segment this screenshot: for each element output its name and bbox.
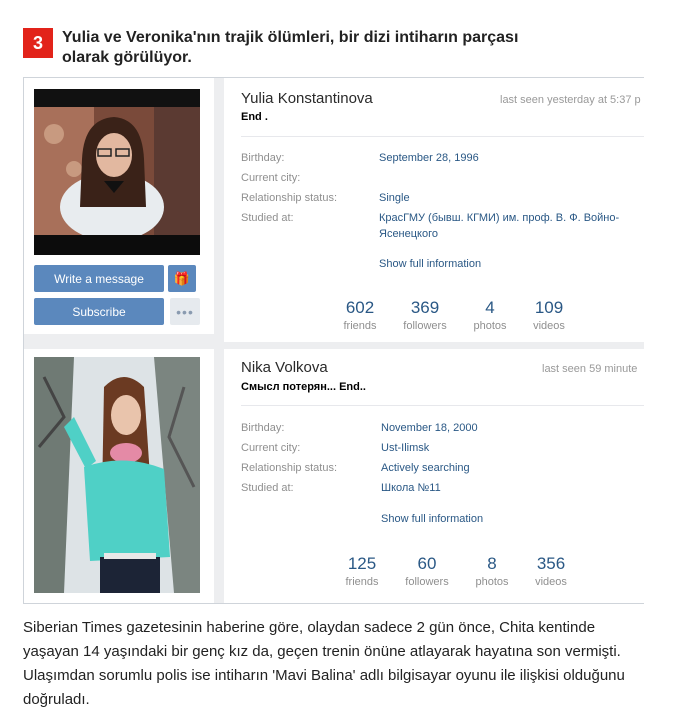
profile-1-stat-photos-num[interactable]: 4 xyxy=(485,298,495,317)
profile-1-info xyxy=(224,78,644,342)
profile-1-status: End . xyxy=(241,111,268,123)
profile-1-label-birthday: Birthday: xyxy=(241,152,285,164)
profile-1-stat-videos-num[interactable]: 109 xyxy=(534,298,564,317)
gift-icon[interactable]: 🎁 xyxy=(168,265,196,292)
profile-2-last-seen: last seen 59 minute xyxy=(542,363,638,375)
profile-1-stat-followers-label[interactable]: followers xyxy=(403,320,447,332)
profile-2-value-city[interactable]: Ust-Ilimsk xyxy=(381,442,430,454)
profile-1-label-studied: Studied at: xyxy=(241,212,294,224)
profile-1-value-relationship[interactable]: Single xyxy=(379,192,410,204)
profile-2-label-studied: Studied at: xyxy=(241,482,294,494)
profile-1-stat-videos-label[interactable]: videos xyxy=(533,320,565,332)
profile-1-show-full-link[interactable]: Show full information xyxy=(379,258,482,270)
subscribe-button[interactable]: Subscribe xyxy=(34,298,164,325)
profile-2-label-city: Current city: xyxy=(241,442,301,454)
profile-2-stat-followers-label[interactable]: followers xyxy=(405,576,449,588)
profile-2-status: Смысл потерян... End.. xyxy=(241,381,366,393)
write-message-button[interactable]: Write a message xyxy=(34,265,164,292)
profile-2-label-birthday: Birthday: xyxy=(241,422,285,434)
profile-2-show-full-link[interactable]: Show full information xyxy=(381,513,484,525)
profile-2-divider xyxy=(241,405,644,406)
profile-1-value-birthday[interactable]: September 28, 1996 xyxy=(379,152,479,164)
profile-2-info xyxy=(224,349,644,604)
profile-1-label-city: Current city: xyxy=(241,172,301,184)
profile-1-sidebar xyxy=(24,78,214,334)
profile-2-stat-photos-label[interactable]: photos xyxy=(475,576,509,588)
profile-2-stat-friends-num[interactable]: 125 xyxy=(347,554,377,573)
profile-1-label-relationship: Relationship status: xyxy=(241,192,337,204)
more-options-icon[interactable]: ••• xyxy=(170,298,200,325)
profile-1-value-studied[interactable]: КрасГМУ (бывш. КГМИ) им. проф. В. Ф. Войно-Ясенецкого xyxy=(379,212,620,240)
profile-1-name[interactable]: Yulia Konstantinova xyxy=(241,90,373,107)
profile-1-divider xyxy=(241,136,644,137)
profile-2-value-birthday[interactable]: November 18, 2000 xyxy=(381,422,478,434)
profile-2-name[interactable]: Nika Volkova xyxy=(241,359,328,376)
profile-2-value-studied[interactable]: Школа №11 xyxy=(381,482,441,494)
section-heading xyxy=(23,28,643,68)
profile-2-photo xyxy=(34,357,200,593)
profile-1-stat-photos-label[interactable]: photos xyxy=(473,320,507,332)
profile-1-stat-followers-num[interactable]: 369 xyxy=(410,298,440,317)
profiles-screenshot xyxy=(23,77,644,604)
profile-2-stat-friends-label[interactable]: friends xyxy=(345,576,379,588)
heading-title: Yulia ve Veronika'nın trajik ölümleri, bir dizi intiharın parçası olarak görülüyor. xyxy=(62,29,519,66)
profile-2-stat-videos-label[interactable]: videos xyxy=(535,576,567,588)
number-badge: 3 xyxy=(23,28,53,58)
profile-2-value-relationship[interactable]: Actively searching xyxy=(381,462,470,474)
profile-1-last-seen: last seen yesterday at 5:37 p xyxy=(500,94,641,106)
profile-1-stat-friends-label[interactable]: friends xyxy=(343,320,377,332)
profile-1-photo xyxy=(34,89,200,255)
profile-2-stat-followers-num[interactable]: 60 xyxy=(417,554,437,573)
profile-2-stat-photos-num[interactable]: 8 xyxy=(487,554,497,573)
profile-2-stat-videos-num[interactable]: 356 xyxy=(536,554,566,573)
article-paragraph: Siberian Times gazetesinin haberine göre, olaydan sadece 2 gün önce, Chita kentinde yaşayan 14 yaşındaki bir genç kız da, geçen trenin önüne atlayarak hayatına son vermişti. Ulaşımdan sorumlu polis ise intiharın 'Mavi Balina' adlı bilgisayar oyunu ile ilişkisi olduğunu doğruladı. xyxy=(23,619,625,708)
profile-2-sidebar xyxy=(24,349,214,604)
profile-2-label-relationship: Relationship status: xyxy=(241,462,337,474)
profile-1-stat-friends-num[interactable]: 602 xyxy=(345,298,375,317)
